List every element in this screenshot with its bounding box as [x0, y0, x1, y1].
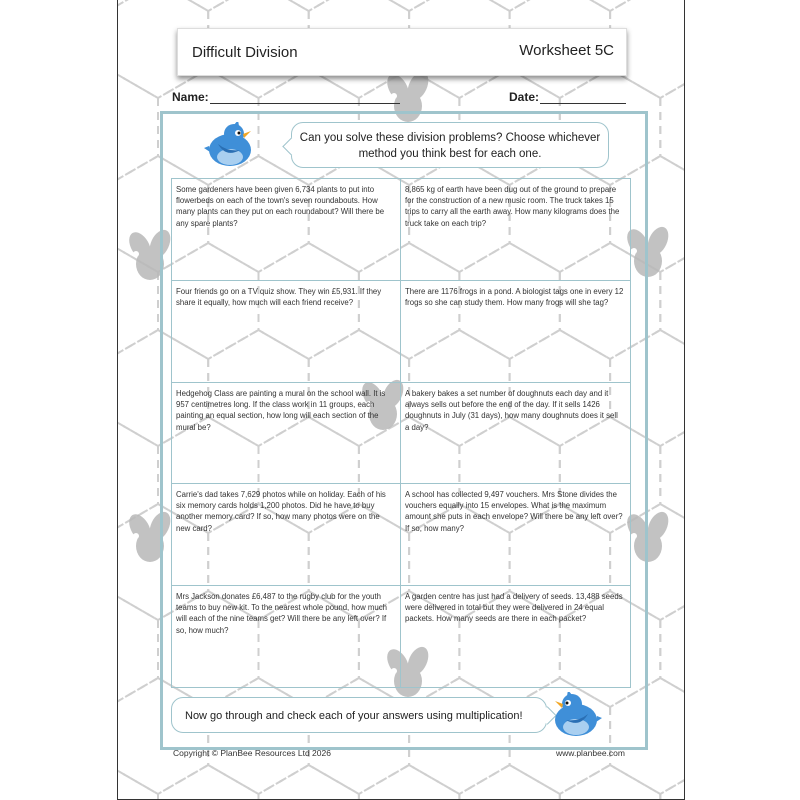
date-label: Date: [509, 90, 540, 104]
bluebird-icon [204, 122, 256, 168]
problem-6[interactable]: A bakery bakes a set number of doughnuts each day and it always sells out before the end of the day. If it sells 1426 doughnuts in July (31 days), how many doughnuts does it sell a day? [405, 389, 618, 432]
hexagon-outline [259, 0, 359, 11]
problem-9[interactable]: Mrs Jackson donates £6,487 to the rugby club for the youth teams to buy new kit. To the nearest whole pound, how much will each of the nine teams get? Will there be any left over? If so, how much? [176, 592, 387, 635]
hexagon-outline [158, 765, 259, 799]
hexagon-outline [660, 765, 684, 799]
name-label: Name: [172, 90, 209, 104]
worksheet-number: Worksheet 5C [519, 42, 614, 59]
name-field[interactable] [210, 103, 400, 104]
hexagon-outline [560, 0, 661, 11]
title-card [177, 28, 627, 76]
copyright-text: Copyright © PlanBee Resources Ltd 2026 [173, 748, 331, 758]
website-link[interactable]: www.planbee.com [556, 748, 625, 758]
hexagon-outline [660, 0, 684, 11]
worksheet-title: Difficult Division [192, 44, 298, 61]
bluebird-icon [550, 692, 602, 738]
date-field[interactable] [540, 103, 626, 104]
worksheet-page [117, 0, 685, 800]
problem-5[interactable]: Hedgehog Class are painting a mural on the school wall. It is 957 centimetres long. If the class work in 11 groups, each painting an equal section, how long will each section of the mural be? [176, 389, 386, 432]
problem-1[interactable]: Some gardeners have been given 6,734 plants to put into flowerbeds on each of the town's seven roundabouts. How many plants can they put on each roundabout? Will there be any spare plants? [176, 185, 385, 228]
hexagon-outline [118, 0, 158, 11]
hexagon-outline [359, 0, 460, 11]
instructions-text: Can you solve these division problems? Choose whichever method you think best for each one. [299, 132, 601, 160]
hexagon-outline [560, 765, 661, 799]
problem-10[interactable]: A garden centre has just had a delivery of seeds. 13,488 seeds were delivered in total but they were delivered in 24 equal packets. How many seeds are there in each packet? [405, 592, 623, 624]
problem-7[interactable]: Carrie's dad takes 7,629 photos while on holiday. Each of his six memory cards holds 1,200 photos. Did he have to buy another memory card? If so, how many photos were on the new card? [176, 490, 386, 533]
problem-3[interactable]: Four friends go on a TV quiz show. They win £5,931. If they share it equally, how much will each friend receive? [176, 287, 382, 308]
name-date-row [172, 90, 628, 108]
problem-8[interactable]: A school has collected 9,497 vouchers. Mrs Stone divides the vouchers equally into 15 envelopes. What is the maximum amount she puts in each envelope? Will there be any left over? If so, how many? [405, 490, 623, 533]
hexagon-outline [359, 765, 460, 799]
hexagon-outline [459, 0, 559, 11]
check-answers-text: Now go through and check each of your answers using multiplication! [185, 710, 523, 722]
hexagon-outline [459, 765, 559, 799]
hexagon-outline [118, 765, 158, 799]
hexagon-outline [158, 0, 259, 11]
instructions-bubble [291, 122, 609, 168]
check-answers-bubble [171, 697, 547, 733]
problem-4[interactable]: There are 1176 frogs in a pond. A biologist tags one in every 12 frogs so she can study them. How many frogs will she tag? [405, 287, 624, 308]
problem-2[interactable]: 8,865 kg of earth have been dug out of the ground to prepare for the construction of a new music room. The truck takes 15 trips to carry all the earth away. How many kilograms does the truck take on each trip? [405, 185, 620, 228]
hexagon-outline [259, 765, 359, 799]
problem-grid [171, 178, 631, 688]
